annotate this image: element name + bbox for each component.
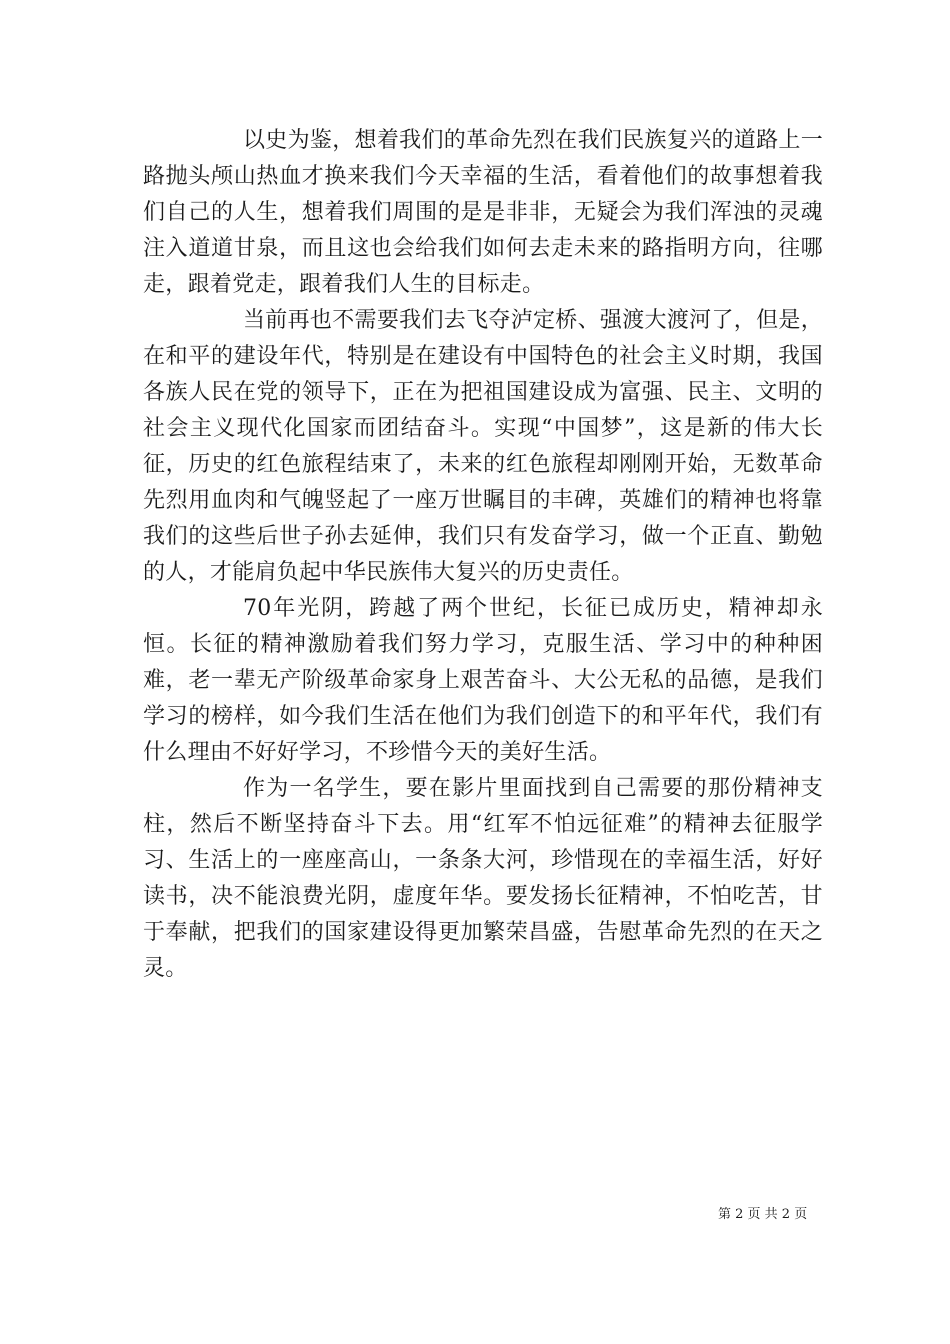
- paragraph-2: 当前再也不需要我们去飞夺泸定桥、强渡大渡河了，但是，在和平的建设年代，特别是在建设有中国特色的社会主义时期，我国各族人民在党的领导下，正在为把祖国建设成为富强、民主、文明的社会主义现代化国家而团结奋斗。实现“中国梦”，这是新的伟大长征，历史的红色旅程结束了，未来的红色旅程却刚刚开始，无数革命先烈用血肉和气魄竖起了一座万世瞩目的丰碑，英雄们的精神也将靠我们的这些后世子孙去延伸，我们只有发奋学习，做一个正直、勤勉的人，才能肩负起中华民族伟大复兴的历史责任。: [143, 308, 823, 585]
- page-number-footer: 第 2 页 共 2 页: [718, 1207, 808, 1222]
- paragraph-3: 70年光阴，跨越了两个世纪，长征已成历史，精神却永恒。长征的精神激励着我们努力学习，克服生活、学习中的种种困难，老一辈无产阶级革命家身上艰苦奋斗、大公无私的品德，是我们学习的榜样，如今我们生活在他们为我们创造下的和平年代，我们有什么理由不好好学习，不珍惜今天的美好生活。: [143, 596, 823, 765]
- paragraph-4: 作为一名学生，要在影片里面找到自己需要的那份精神支柱，然后不断坚持奋斗下去。用“红军不怕远征难”的精神去征服学习、生活上的一座座高山，一条条大河，珍惜现在的幸福生活，好好读书，决不能浪费光阴，虚度年华。要发扬长征精神，不怕吃苦，甘于奉献，把我们的国家建设得更加繁荣昌盛，告慰革命先烈的在天之灵。: [143, 776, 823, 981]
- paragraph-1: 以史为鉴，想着我们的革命先烈在我们民族复兴的道路上一路抛头颅山热血才换来我们今天幸福的生活，看着他们的故事想着我们自己的人生，想着我们周围的是是非非，无疑会为我们浑浊的灵魂注入道道甘泉，而且这也会给我们如何去走未来的路指明方向，往哪走，跟着党走，跟着我们人生的目标走。: [143, 128, 823, 297]
- document-body: [143, 123, 823, 987]
